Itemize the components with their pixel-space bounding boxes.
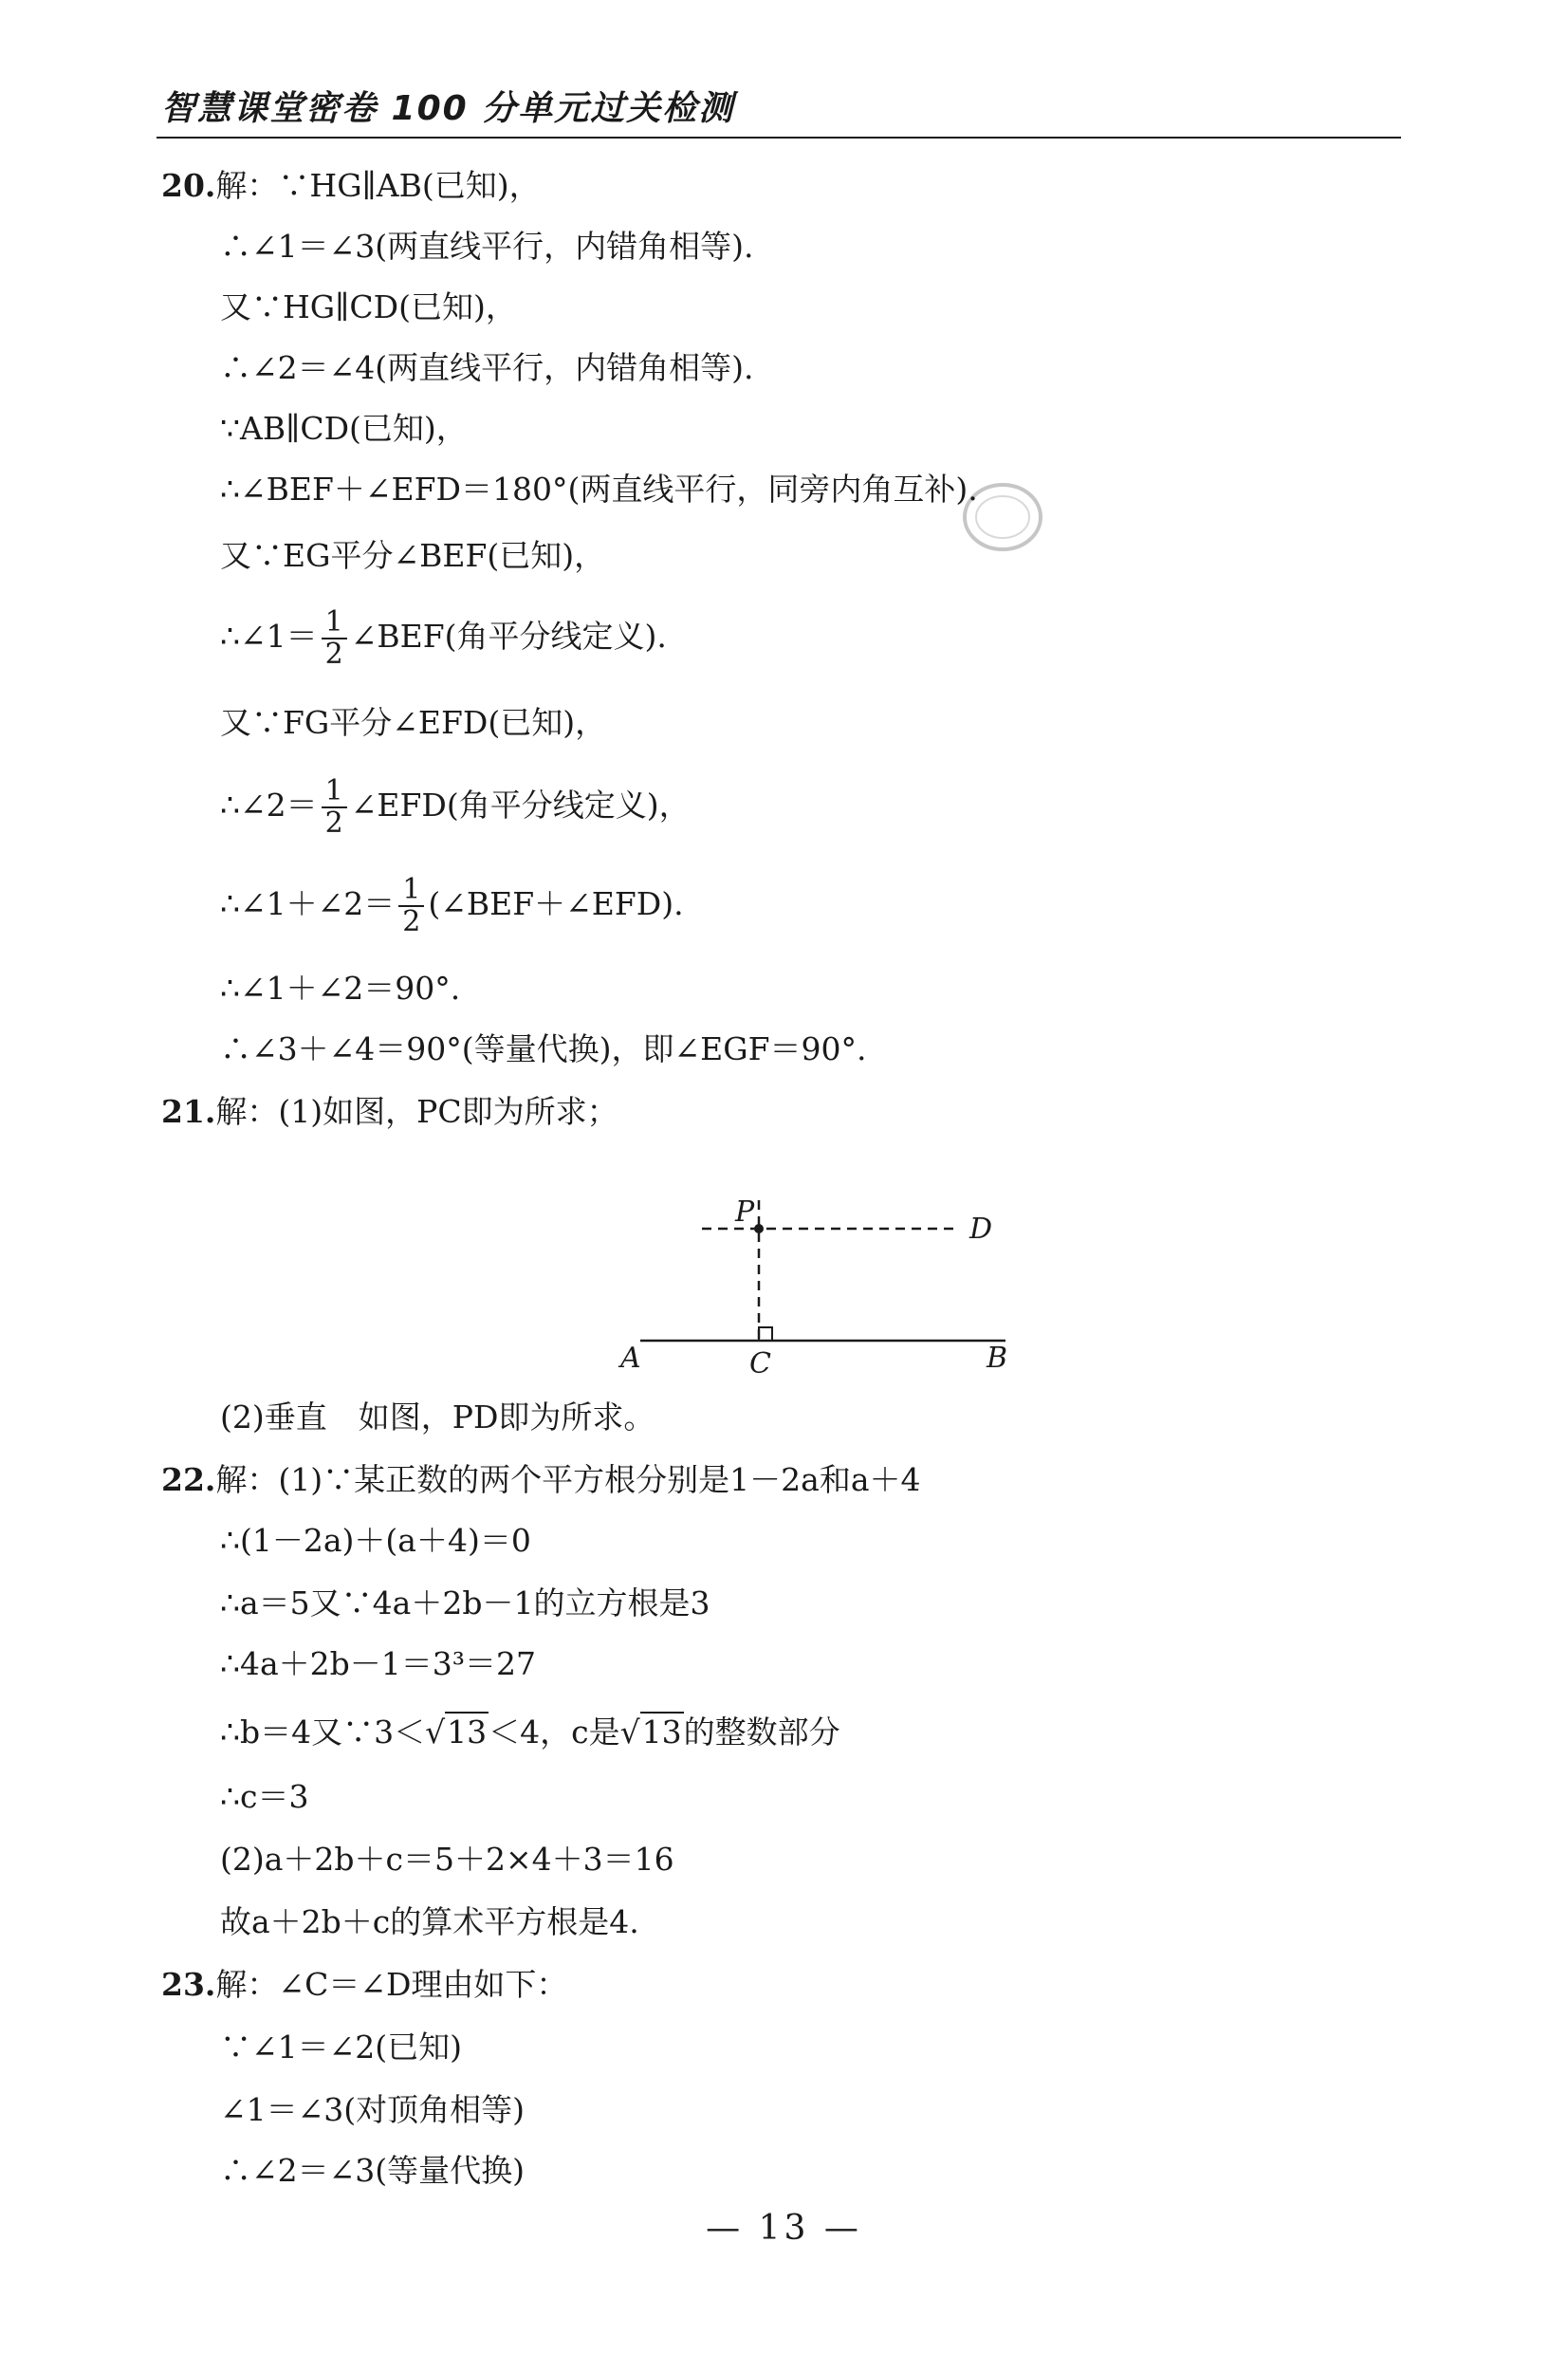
q22-line-3: ∴a＝5又∵4a＋2b－1的立方根是3 (220, 1584, 710, 1621)
q20-line-6: ∴∠BEF＋∠EFD＝180°(两直线平行，同旁内角互补). (220, 471, 978, 508)
q22-text-5a: ∴b＝4又∵3＜ (220, 1714, 426, 1751)
q20-prefix-3: ∴∠1＋∠2＝ (220, 885, 396, 922)
q23-line-4: ∴∠2＝∠3(等量代换) (220, 2152, 526, 2189)
q20-text-11: (∠BEF＋∠EFD). (428, 885, 684, 922)
page-number: — 13 — (706, 2209, 862, 2248)
right-angle-mark (759, 1327, 772, 1341)
q22-text-5c: 的整数部分 (683, 1714, 840, 1751)
q22-line-5 (220, 1714, 840, 1751)
q20-line-1 (161, 167, 541, 205)
fraction-half (322, 776, 347, 839)
q20-text-10: ∠EFD(角平分线定义)， (350, 787, 691, 824)
perpendicular-figure (607, 1191, 1043, 1394)
frac-den: 2 (324, 806, 343, 840)
q20-line-5: ∵AB∥CD(已知)， (220, 410, 468, 447)
q20-line-4: ∴∠2＝∠4(两直线平行，内错角相等). (220, 349, 754, 386)
q22-line-4: ∴4a＋2b－1＝3³＝27 (220, 1645, 536, 1682)
radicand: 13 (447, 1714, 488, 1751)
q20-prefix-1: ∴∠1＝ (220, 618, 318, 655)
frac-num: 1 (322, 607, 347, 639)
q20-number: 20. (161, 167, 216, 204)
q21-text-1: 解：(1)如图，PC即为所求； (215, 1093, 618, 1130)
frac-num: 1 (398, 875, 424, 907)
q20-line-8 (220, 607, 667, 670)
header-title: 智慧课堂密卷 100 分单元过关检测 (161, 89, 735, 128)
sqrt-13: √13 (619, 1714, 682, 1751)
q20-line-10 (220, 776, 691, 839)
q22-line-8: 故a＋2b＋c的算术平方根是4. (220, 1903, 639, 1940)
q22-line-2: ∴(1－2a)＋(a＋4)＝0 (220, 1522, 531, 1559)
label-b: B (987, 1342, 1008, 1375)
label-p: P (735, 1195, 755, 1229)
q22-line-6: ∴c＝3 (220, 1778, 309, 1815)
q20-line-3: 又∵HG∥CD(已知)， (220, 288, 517, 325)
point-p (754, 1224, 764, 1233)
q22-number: 22. (161, 1461, 216, 1498)
radicand: 13 (641, 1714, 682, 1751)
q20-line-7: 又∵EG平分∠BEF(已知)， (220, 537, 606, 574)
frac-den: 2 (402, 905, 421, 938)
q20-line-13: ∴∠3＋∠4＝90°(等量代换)，即∠EGF＝90°. (220, 1030, 867, 1067)
q23-text-1: 解：∠C＝∠D理由如下： (215, 1966, 568, 2003)
frac-num: 1 (322, 776, 347, 808)
q20-line-2: ∴∠1＝∠3(两直线平行，内错角相等). (220, 228, 754, 265)
q20-line-9: 又∵FG平分∠EFD(已知)， (220, 704, 607, 741)
q20-prefix-2: ∴∠2＝ (220, 787, 318, 824)
q23-number: 23. (161, 1966, 216, 2003)
q20-text-1: 解：∵HG∥AB(已知)， (215, 167, 541, 204)
q21-line-1 (161, 1093, 618, 1131)
q23-line-2: ∵∠1＝∠2(已知) (220, 2029, 463, 2066)
q20-line-11 (220, 875, 684, 937)
fraction-half (398, 875, 424, 937)
label-c: C (749, 1347, 771, 1380)
sqrt-13: √13 (425, 1714, 488, 1751)
q22-line-1 (161, 1461, 921, 1499)
q22-text-5b: ＜4，c是 (489, 1714, 620, 1751)
label-a: A (620, 1342, 641, 1375)
fraction-half (322, 607, 347, 670)
q22-line-7: (2)a＋2b＋c＝5＋2×4＋3＝16 (220, 1841, 674, 1878)
q21-line-2: (2)垂直 如图，PD即为所求。 (220, 1399, 655, 1436)
q20-text-8: ∠BEF(角平分线定义). (350, 618, 667, 655)
header-rule (157, 137, 1401, 139)
q22-text-1: 解：(1)∵某正数的两个平方根分别是1－2a和a＋4 (215, 1461, 921, 1498)
q20-line-12: ∴∠1＋∠2＝90°. (220, 970, 461, 1007)
label-d: D (969, 1213, 993, 1246)
q21-number: 21. (161, 1093, 216, 1130)
q23-line-3: ∠1＝∠3(对顶角相等) (220, 2091, 526, 2128)
q23-line-1 (161, 1966, 567, 2004)
frac-den: 2 (324, 638, 343, 671)
